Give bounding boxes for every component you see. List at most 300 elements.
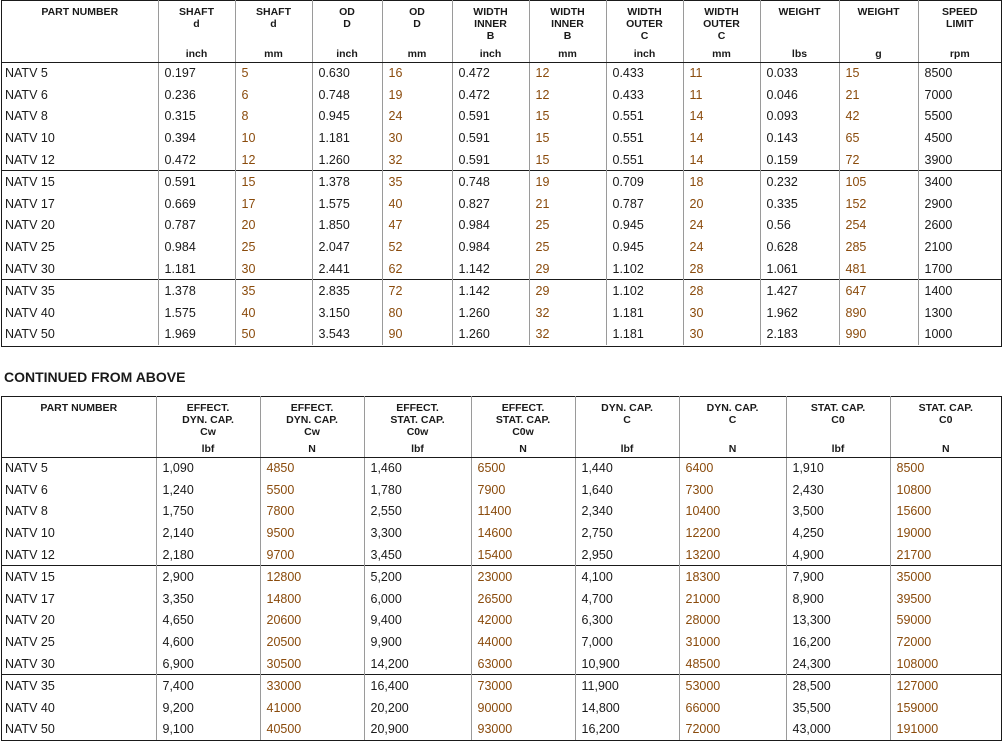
column-unit: lbf: [411, 442, 424, 455]
value-cell: 1.061: [760, 258, 839, 280]
value-cell: 1,640: [575, 479, 679, 501]
column-header: [839, 0, 918, 62]
value-cell: 8500: [890, 457, 1001, 479]
value-cell: 0.984: [158, 236, 235, 258]
value-cell: 28000: [679, 610, 786, 632]
column-header: [158, 0, 235, 62]
value-cell: 0.551: [606, 149, 683, 171]
value-cell: 5: [235, 62, 312, 84]
column-label: DYN. CAP. C: [601, 402, 653, 426]
column-unit: inch: [479, 47, 502, 60]
value-cell: 72000: [890, 631, 1001, 653]
value-cell: 7000: [918, 84, 1001, 106]
value-cell: 19: [529, 171, 606, 193]
value-cell: 39500: [890, 588, 1001, 610]
value-cell: 26500: [471, 588, 575, 610]
value-cell: 5500: [918, 106, 1001, 128]
value-cell: 30500: [260, 653, 364, 675]
value-cell: 254: [839, 215, 918, 237]
value-cell: 2,180: [156, 544, 260, 566]
value-cell: 0.787: [158, 215, 235, 237]
value-cell: 152: [839, 193, 918, 215]
part-number-cell: NATV 10: [5, 526, 55, 541]
value-cell: 1.575: [158, 302, 235, 324]
value-cell: 12: [529, 84, 606, 106]
value-cell: 990: [839, 324, 918, 346]
value-cell: 0.433: [606, 62, 683, 84]
value-cell: 35: [235, 280, 312, 302]
value-cell: 285: [839, 236, 918, 258]
header-row: [2, 0, 1001, 62]
value-cell: 7,900: [786, 566, 890, 588]
value-cell: 127000: [890, 675, 1001, 697]
value-cell: 12: [235, 149, 312, 171]
value-cell: 80: [382, 302, 452, 324]
part-number-cell: NATV 6: [5, 87, 48, 102]
value-cell: 40: [382, 193, 452, 215]
value-cell: 6500: [471, 457, 575, 479]
column-unit: lbf: [831, 442, 845, 455]
value-cell: 9,900: [364, 631, 471, 653]
value-cell: 24,300: [786, 653, 890, 675]
column-unit: inch: [336, 47, 358, 60]
value-cell: 28: [683, 280, 760, 302]
value-cell: 0.433: [606, 84, 683, 106]
column-label: EFFECT. STAT. CAP. C0w: [495, 402, 551, 438]
value-cell: 47: [382, 215, 452, 237]
value-cell: 0.046: [760, 84, 839, 106]
column-label: STAT. CAP. C0: [810, 402, 866, 426]
value-cell: 3900: [918, 149, 1001, 171]
value-cell: 20: [235, 215, 312, 237]
value-cell: 11: [683, 62, 760, 84]
table-row: [2, 171, 1001, 193]
value-cell: 0.159: [760, 149, 839, 171]
column-label: WIDTH OUTER C: [703, 6, 740, 42]
value-cell: 1.142: [452, 280, 529, 302]
column-header: [312, 0, 382, 62]
column-label: STAT. CAP. C0: [918, 402, 973, 426]
table-row: [2, 127, 1001, 149]
value-cell: 73000: [471, 675, 575, 697]
column-label: EFFECT. DYN. CAP. Cw: [286, 402, 338, 438]
value-cell: 0.984: [452, 215, 529, 237]
value-cell: 72000: [679, 719, 786, 741]
value-cell: 1400: [918, 280, 1001, 302]
value-cell: 1.181: [606, 324, 683, 346]
value-cell: 1.427: [760, 280, 839, 302]
column-header: [452, 0, 529, 62]
value-cell: 8,900: [786, 588, 890, 610]
value-cell: 32: [529, 324, 606, 346]
value-cell: 0.827: [452, 193, 529, 215]
column-header: [918, 0, 1001, 62]
column-label: WEIGHT: [778, 6, 821, 18]
value-cell: 14,200: [364, 653, 471, 675]
value-cell: 20600: [260, 610, 364, 632]
value-cell: 21: [529, 193, 606, 215]
continued-caption: CONTINUED FROM ABOVE: [4, 369, 186, 385]
value-cell: 0.748: [312, 84, 382, 106]
value-cell: 30: [382, 127, 452, 149]
value-cell: 5500: [260, 479, 364, 501]
column-label: OD D: [339, 6, 355, 30]
column-label: EFFECT. STAT. CAP. C0w: [390, 402, 445, 438]
part-number-cell: NATV 8: [5, 504, 48, 519]
column-label: PART NUMBER: [41, 6, 119, 18]
value-cell: 647: [839, 280, 918, 302]
part-number-cell: NATV 20: [5, 613, 55, 628]
value-cell: 191000: [890, 719, 1001, 741]
value-cell: 8: [235, 106, 312, 128]
value-cell: 1,780: [364, 479, 471, 501]
value-cell: 15: [529, 106, 606, 128]
value-cell: 3.543: [312, 324, 382, 346]
table-row: [2, 236, 1001, 258]
column-unit: N: [519, 442, 527, 455]
value-cell: 32: [529, 302, 606, 324]
value-cell: 1.102: [606, 280, 683, 302]
value-cell: 10800: [890, 479, 1001, 501]
value-cell: 65: [839, 127, 918, 149]
value-cell: 2.047: [312, 236, 382, 258]
value-cell: 25: [529, 215, 606, 237]
value-cell: 4,250: [786, 522, 890, 544]
table-row: [2, 258, 1001, 280]
column-unit: rpm: [949, 47, 970, 60]
table-row: [2, 566, 1001, 588]
value-cell: 1.962: [760, 302, 839, 324]
part-number-cell: NATV 40: [5, 305, 55, 320]
value-cell: 44000: [471, 631, 575, 653]
value-cell: 3,500: [786, 501, 890, 523]
value-cell: 11: [683, 84, 760, 106]
value-cell: 0.335: [760, 193, 839, 215]
value-cell: 72: [382, 280, 452, 302]
value-cell: 6,000: [364, 588, 471, 610]
value-cell: 0.630: [312, 62, 382, 84]
value-cell: 53000: [679, 675, 786, 697]
column-header: [606, 0, 683, 62]
column-header: [260, 396, 364, 457]
part-number-cell: NATV 8: [5, 109, 48, 124]
value-cell: 24: [683, 236, 760, 258]
value-cell: 3,300: [364, 522, 471, 544]
value-cell: 1.181: [158, 258, 235, 280]
value-cell: 16,200: [575, 719, 679, 741]
value-cell: 40: [235, 302, 312, 324]
value-cell: 16,200: [786, 631, 890, 653]
value-cell: 4500: [918, 127, 1001, 149]
column-header: [471, 396, 575, 457]
value-cell: 0.628: [760, 236, 839, 258]
part-number-cell: NATV 40: [5, 700, 55, 715]
column-header: [2, 0, 158, 62]
value-cell: 0.591: [452, 127, 529, 149]
value-cell: 0.143: [760, 127, 839, 149]
value-cell: 1.260: [452, 324, 529, 346]
part-number-cell: NATV 17: [5, 196, 55, 211]
value-cell: 2100: [918, 236, 1001, 258]
value-cell: 1.378: [158, 280, 235, 302]
value-cell: 19: [382, 84, 452, 106]
part-number-cell: NATV 50: [5, 327, 55, 342]
value-cell: 4,100: [575, 566, 679, 588]
value-cell: 0.472: [452, 62, 529, 84]
column-header: [760, 0, 839, 62]
column-label: DYN. CAP. C: [706, 402, 759, 426]
column-header: [382, 0, 452, 62]
value-cell: 33000: [260, 675, 364, 697]
value-cell: 0.945: [606, 236, 683, 258]
value-cell: 0.472: [158, 149, 235, 171]
value-cell: 35,500: [786, 697, 890, 719]
table-row: [2, 106, 1001, 128]
column-label: SHAFT d: [256, 6, 291, 30]
part-number-cell: NATV 15: [2, 171, 158, 193]
column-label: EFFECT. DYN. CAP. Cw: [182, 402, 234, 438]
value-cell: 1.378: [312, 171, 382, 193]
value-cell: 9,100: [156, 719, 260, 741]
column-label: WEIGHT: [857, 6, 900, 18]
value-cell: 0.315: [158, 106, 235, 128]
table-row: [2, 193, 1001, 215]
value-cell: 0.669: [158, 193, 235, 215]
value-cell: 48500: [679, 653, 786, 675]
value-cell: 42000: [471, 610, 575, 632]
value-cell: 41000: [260, 697, 364, 719]
value-cell: 35: [382, 171, 452, 193]
column-header: [156, 396, 260, 457]
value-cell: 0.748: [452, 171, 529, 193]
value-cell: 21000: [679, 588, 786, 610]
value-cell: 481: [839, 258, 918, 280]
value-cell: 29: [529, 280, 606, 302]
value-cell: 12: [529, 62, 606, 84]
value-cell: 0.394: [158, 127, 235, 149]
value-cell: 14: [683, 149, 760, 171]
column-header: [679, 396, 786, 457]
column-label: WIDTH INNER B: [550, 6, 585, 42]
value-cell: 1.850: [312, 215, 382, 237]
value-cell: 1,440: [575, 457, 679, 479]
part-number-cell: NATV 35: [2, 280, 158, 302]
value-cell: 0.56: [760, 215, 839, 237]
value-cell: 11,900: [575, 675, 679, 697]
value-cell: 0.197: [158, 62, 235, 84]
value-cell: 10: [235, 127, 312, 149]
value-cell: 1,910: [786, 457, 890, 479]
part-number-cell: NATV 6: [5, 482, 48, 497]
value-cell: 42: [839, 106, 918, 128]
value-cell: 0.591: [452, 149, 529, 171]
value-cell: 0.093: [760, 106, 839, 128]
table-row: [2, 544, 1001, 566]
value-cell: 14: [683, 127, 760, 149]
value-cell: 2.183: [760, 324, 839, 346]
value-cell: 1.260: [312, 149, 382, 171]
value-cell: 12800: [260, 566, 364, 588]
value-cell: 0.591: [158, 171, 235, 193]
value-cell: 2,430: [786, 479, 890, 501]
part-number-cell: NATV 35: [2, 675, 156, 697]
part-number-cell: NATV 12: [5, 547, 55, 562]
value-cell: 4850: [260, 457, 364, 479]
part-number-cell: NATV 5: [5, 66, 48, 81]
table-row: [2, 84, 1001, 106]
value-cell: 2.441: [312, 258, 382, 280]
value-cell: 7,400: [156, 675, 260, 697]
value-cell: 10,900: [575, 653, 679, 675]
value-cell: 1.142: [452, 258, 529, 280]
value-cell: 2,750: [575, 522, 679, 544]
table-row: [2, 610, 1001, 632]
value-cell: 1.181: [312, 127, 382, 149]
value-cell: 3.150: [312, 302, 382, 324]
value-cell: 2,340: [575, 501, 679, 523]
value-cell: 0.709: [606, 171, 683, 193]
column-header: [2, 396, 156, 457]
value-cell: 1700: [918, 258, 1001, 280]
value-cell: 9700: [260, 544, 364, 566]
value-cell: 890: [839, 302, 918, 324]
value-cell: 1.102: [606, 258, 683, 280]
column-header: [529, 0, 606, 62]
value-cell: 2.835: [312, 280, 382, 302]
column-header: [786, 396, 890, 457]
value-cell: 2,550: [364, 501, 471, 523]
value-cell: 1.181: [606, 302, 683, 324]
value-cell: 1000: [918, 324, 1001, 346]
table-row: [2, 215, 1001, 237]
value-cell: 93000: [471, 719, 575, 741]
part-number-cell: NATV 15: [2, 566, 156, 588]
value-cell: 13,300: [786, 610, 890, 632]
value-cell: 2,140: [156, 522, 260, 544]
value-cell: 7300: [679, 479, 786, 501]
value-cell: 17: [235, 193, 312, 215]
value-cell: 62: [382, 258, 452, 280]
part-number-cell: NATV 30: [5, 261, 55, 276]
value-cell: 0.472: [452, 84, 529, 106]
column-unit: inch: [633, 47, 656, 60]
value-cell: 9,400: [364, 610, 471, 632]
table-row: [2, 588, 1001, 610]
value-cell: 18: [683, 171, 760, 193]
table-row: [2, 501, 1001, 523]
value-cell: 3,350: [156, 588, 260, 610]
value-cell: 21700: [890, 544, 1001, 566]
value-cell: 0.984: [452, 236, 529, 258]
value-cell: 29: [529, 258, 606, 280]
value-cell: 0.551: [606, 106, 683, 128]
value-cell: 1,240: [156, 479, 260, 501]
value-cell: 6,300: [575, 610, 679, 632]
value-cell: 10400: [679, 501, 786, 523]
part-number-cell: NATV 17: [5, 591, 55, 606]
value-cell: 15400: [471, 544, 575, 566]
column-header: [683, 0, 760, 62]
value-cell: 15: [235, 171, 312, 193]
value-cell: 20500: [260, 631, 364, 653]
value-cell: 15600: [890, 501, 1001, 523]
value-cell: 30: [683, 302, 760, 324]
value-cell: 59000: [890, 610, 1001, 632]
value-cell: 0.033: [760, 62, 839, 84]
value-cell: 159000: [890, 697, 1001, 719]
value-cell: 0.591: [452, 106, 529, 128]
table-row: [2, 675, 1001, 697]
value-cell: 2,900: [156, 566, 260, 588]
table-row: [2, 302, 1001, 324]
part-number-cell: NATV 25: [5, 240, 55, 255]
value-cell: 1,750: [156, 501, 260, 523]
value-cell: 14: [683, 106, 760, 128]
dimensions-table: [2, 0, 1001, 345]
value-cell: 31000: [679, 631, 786, 653]
column-label: PART NUMBER: [40, 402, 118, 414]
value-cell: 0.945: [606, 215, 683, 237]
value-cell: 2,950: [575, 544, 679, 566]
value-cell: 5,200: [364, 566, 471, 588]
value-cell: 12200: [679, 522, 786, 544]
value-cell: 15: [529, 149, 606, 171]
value-cell: 1.260: [452, 302, 529, 324]
value-cell: 24: [683, 215, 760, 237]
value-cell: 9,200: [156, 697, 260, 719]
column-header: [890, 396, 1001, 457]
value-cell: 90: [382, 324, 452, 346]
part-number-cell: NATV 5: [5, 461, 48, 476]
value-cell: 20: [683, 193, 760, 215]
value-cell: 4,900: [786, 544, 890, 566]
column-unit: mm: [407, 47, 427, 60]
table-row: [2, 719, 1001, 741]
value-cell: 50: [235, 324, 312, 346]
value-cell: 0.787: [606, 193, 683, 215]
column-unit: N: [941, 442, 950, 455]
value-cell: 7,000: [575, 631, 679, 653]
value-cell: 20,900: [364, 719, 471, 741]
table-row: [2, 280, 1001, 302]
table-row: [2, 479, 1001, 501]
value-cell: 0.945: [312, 106, 382, 128]
value-cell: 14600: [471, 522, 575, 544]
part-number-cell: NATV 25: [5, 635, 55, 650]
value-cell: 25: [529, 236, 606, 258]
value-cell: 8500: [918, 62, 1001, 84]
value-cell: 1,090: [156, 457, 260, 479]
value-cell: 1300: [918, 302, 1001, 324]
table-row: [2, 653, 1001, 675]
value-cell: 7800: [260, 501, 364, 523]
value-cell: 63000: [471, 653, 575, 675]
value-cell: 1.969: [158, 324, 235, 346]
value-cell: 2900: [918, 193, 1001, 215]
column-unit: lbf: [201, 442, 215, 455]
value-cell: 23000: [471, 566, 575, 588]
value-cell: 15: [839, 62, 918, 84]
value-cell: 20,200: [364, 697, 471, 719]
part-number-cell: NATV 12: [5, 152, 55, 167]
value-cell: 35000: [890, 566, 1001, 588]
part-number-cell: NATV 30: [5, 656, 55, 671]
table-row: [2, 631, 1001, 653]
table-row: [2, 324, 1001, 346]
value-cell: 90000: [471, 697, 575, 719]
value-cell: 28: [683, 258, 760, 280]
column-unit: g: [875, 47, 882, 60]
